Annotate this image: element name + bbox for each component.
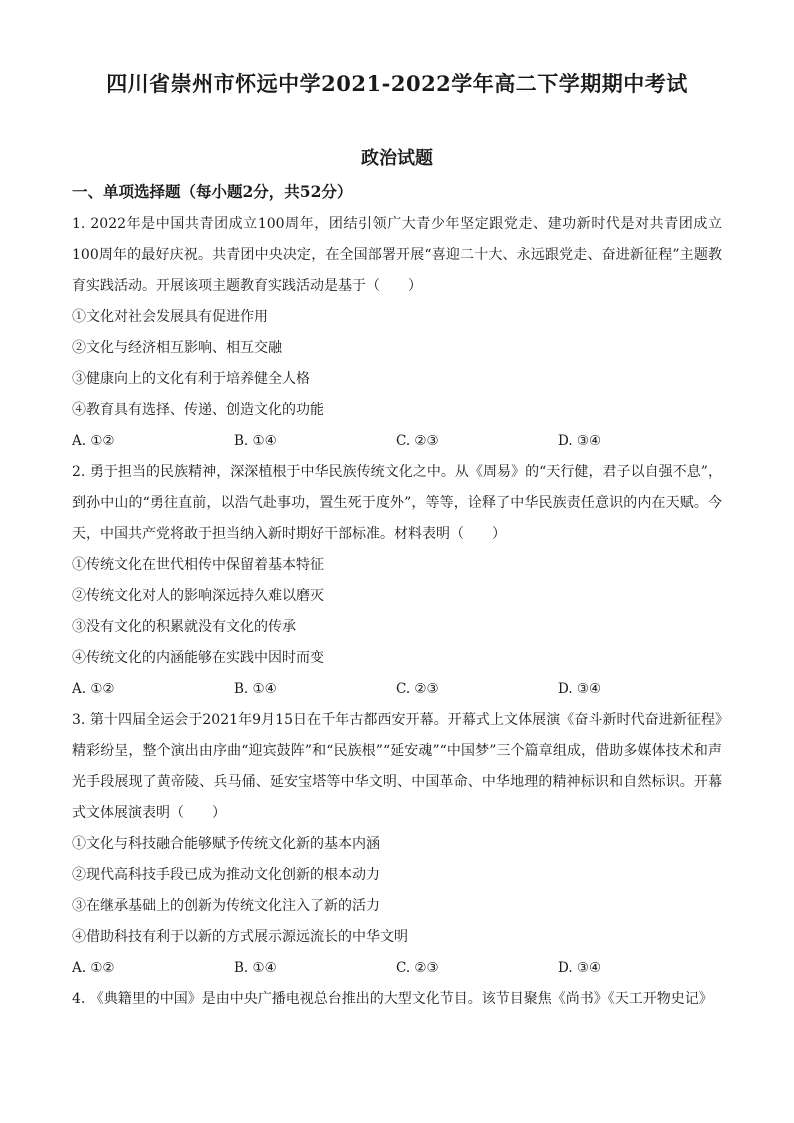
question-text: 1. 2022年是中国共青团成立100周年，团结引领广大青少年坚定跟党走、建功新时代是对共青团成立100周年的最好庆祝。共青团中央决定，在全国部署开展“喜迎二十大、永远跟党走、奋进新征程”主题教育实践活动。开展该项主题教育实践活动是基于（ ）	[72, 216, 722, 294]
question-text: 3. 第十四届全运会于2021年9月15日在千年古都西安开幕。开幕式上文体展演《奋斗新时代奋进新征程》精彩纷呈，整个演出由序曲“迎宾鼓阵”和“民族根”“延安魂”“中国梦”三个篇章组成，借助多媒体技术和声光手段展现了黄帝陵、兵马俑、延安宝塔等中华文明、中国革命、中华地理的精神标识和自然标识。开幕式文体展演表明（ ）	[72, 712, 722, 821]
statement-1: ①传统文化在世代相传中保留着基本特征	[72, 557, 324, 573]
option-d: D. ③④	[558, 960, 602, 976]
question-text: 4. 《典籍里的中国》是由中央广播电视总台推出的大型文化节目。该节目聚焦《尚书》《天工开物史记》	[72, 991, 713, 1007]
option-b: B. ①④	[234, 960, 277, 976]
answer-options	[72, 953, 722, 984]
option-d: D. ③④	[558, 681, 602, 697]
section-heading: 一、单项选择题（每小题2分，共52分）	[72, 182, 353, 201]
option-b: B. ①④	[234, 433, 277, 449]
answer-options	[72, 426, 722, 457]
statement-1: ①文化对社会发展具有促进作用	[72, 309, 268, 325]
option-c: C. ②③	[396, 681, 439, 697]
statement-3: ③在继承基础上的创新为传统文化注入了新的活力	[72, 898, 380, 914]
statement-2: ②文化与经济相互影响、相互交融	[72, 340, 282, 356]
exam-subtitle: 政治试题	[361, 148, 433, 169]
statement-4: ④传统文化的内涵能够在实践中因时而变	[72, 650, 324, 666]
option-a: A. ①②	[72, 433, 115, 449]
question-text: 2. 勇于担当的民族精神，深深植根于中华民族传统文化之中。从《周易》的“天行健，君子以自强不息”，到孙中山的“勇往直前，以浩气赴事功，置生死于度外”，等等，诠释了中华民族责任意识的内在天赋。今天，中国共产党将敢于担当纳入新时期好干部标准。材料表明（ ）	[72, 464, 722, 542]
exam-title: 四川省崇州市怀远中学2021-2022学年高二下学期期中考试	[106, 71, 688, 96]
exam-content	[72, 181, 722, 1015]
answer-options	[72, 674, 722, 705]
statement-4: ④借助科技有利于以新的方式展示源远流长的中华文明	[72, 929, 408, 945]
option-c: C. ②③	[396, 960, 439, 976]
statement-1: ①文化与科技融合能够赋予传统文化新的基本内涵	[72, 836, 380, 852]
option-b: B. ①④	[234, 681, 277, 697]
option-c: C. ②③	[396, 433, 439, 449]
statement-3: ③没有文化的积累就没有文化的传承	[72, 619, 296, 635]
statement-4: ④教育具有选择、传递、创造文化的功能	[72, 402, 324, 418]
question-4	[72, 984, 722, 1015]
question-3	[72, 705, 722, 984]
statement-3: ③健康向上的文化有利于培养健全人格	[72, 371, 310, 387]
question-2	[72, 457, 722, 705]
option-a: A. ①②	[72, 681, 115, 697]
option-a: A. ①②	[72, 960, 115, 976]
question-1	[72, 209, 722, 457]
statement-2: ②现代高科技手段已成为推动文化创新的根本动力	[72, 867, 380, 883]
statement-2: ②传统文化对人的影响深远持久难以磨灭	[72, 588, 324, 604]
option-d: D. ③④	[558, 433, 602, 449]
